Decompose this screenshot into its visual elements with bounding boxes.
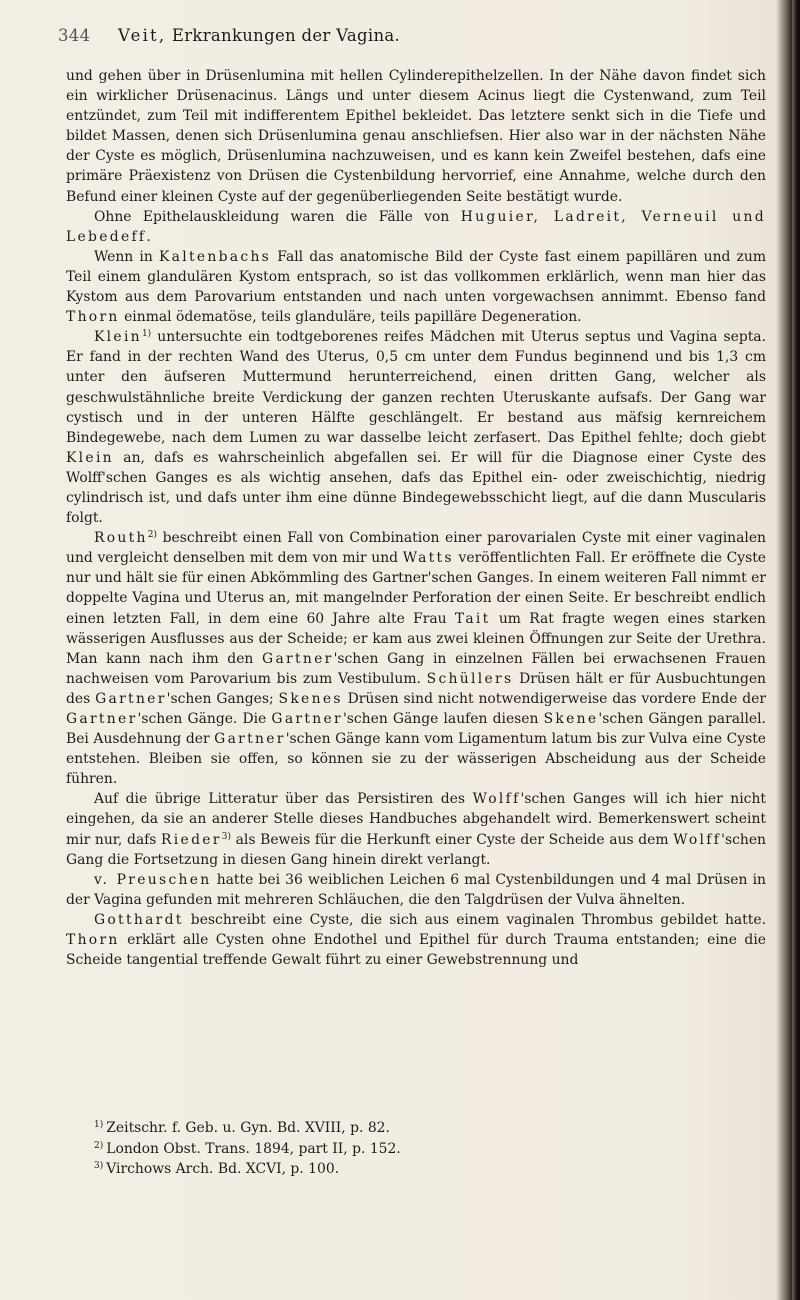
paragraph-4: Klein$^{1)}$ untersuchte ein todtgeborenes reifes Mädchen mit Uterus septus und Vagina septa. Er fand in der rechten Wand des Uterus, 0,5 cm unter dem Fundus beginnend und bis 1,3 cm unter den äufseren Muttermund herunterreichend, einen dritten Gang, welcher als geschwulstähnliche breite Verdickung der ganzen rechten Uteruskante aufsafs. Der Gang war cystisch und in der unteren Hälfte geschlängelt. Er bestand aus mäfsig kernreichem Bindegewebe, nach dem Lumen zu war dasselbe leicht zerfasert. Das Epithel fehlte; doch giebt Klein an, dafs es wahrscheinlich abgefallen sei. Er will für die Diagnose einer Cyste des Wolff'schen Ganges es als wichtig ansehen, dafs das Epithel ein- oder zweischichtig, niedrig cylindrisch ist, und dafs unter ihm eine dünne Bindegewebsschicht liegt, auf die dann Muscularis folgt. bbox=[66, 329, 766, 527]
author-name: Schüllers bbox=[426, 670, 514, 687]
author-name: Kaltenbachs bbox=[158, 248, 272, 265]
header-title: Erkrankungen der Vagina. bbox=[171, 26, 401, 45]
author-name: Gartner bbox=[271, 711, 343, 727]
paragraph-7: v. Preuschen hatte bei 36 weiblichen Leichen 6 mal Cystenbildungen und 4 mal Drüsen in der Vagina gefunden mit mehreren Schläuchen, die den Talgdrüsen der Vulva ähnelten. bbox=[66, 871, 766, 908]
footnotes bbox=[94, 1118, 754, 1180]
author-name: Routh bbox=[94, 530, 148, 547]
paragraph-3: Wenn in Kaltenbachs Fall das anatomische Bild der Cyste fast einem papillären und zum Teil einem glandulären Kystom entsprach, so ist das vollkommen erklärlich, wenn man hier das Kystom aus dem Parovarium entstanden und nach unten vorgewachsen annimmt. Ebenso fand Thorn einmal ödematöse, teils glanduläre, teils papilläre Degeneration. bbox=[66, 248, 766, 326]
author-name: Rieder bbox=[161, 831, 222, 848]
author-name: Gartner bbox=[262, 650, 334, 667]
page-number: 344 bbox=[58, 26, 91, 45]
author-name: Gartner bbox=[214, 731, 286, 748]
header-author: Veit, bbox=[118, 26, 167, 45]
footnote-ref: 1) bbox=[141, 329, 152, 340]
author-name: Klein bbox=[94, 329, 142, 346]
paragraph-2: Ohne Epithelauskleidung waren die Fälle von Huguier, Ladreit, Verneuil und Lebedeff. bbox=[66, 208, 766, 245]
author-name: Gartner bbox=[66, 711, 138, 727]
author-name: Thorn bbox=[66, 932, 120, 949]
footnote: $^{1)}$ Zeitschr. f. Geb. u. Gyn. Bd. XVIII, p. 82. bbox=[94, 1120, 390, 1136]
footnote: $^{3)}$ Virchows Arch. Bd. XCVI, p. 100. bbox=[94, 1161, 340, 1177]
author-name: Gotthardt bbox=[94, 911, 184, 928]
body-text bbox=[66, 66, 766, 970]
author-name: Gartner bbox=[95, 690, 167, 707]
footnote-ref: 3) bbox=[221, 831, 231, 842]
paragraph-6: Auf die übrige Litteratur über das Persistiren des Wolff'schen Ganges will ich hier nicht eingehen, da sie an anderer Stelle dieses Handbuches abgehandelt wird. Bemerkenswert scheint mir nur, dafs Rieder$^{3)}$ als Beweis für die Herkunft einer Cyste der Scheide aus dem Wolff'schen Gang die Fortsetzung in diesen Gang hinein direkt verlangt. bbox=[66, 791, 766, 868]
author-name: Tait bbox=[454, 610, 491, 627]
author-name: Watts bbox=[402, 550, 454, 567]
author-name: Wolff bbox=[673, 831, 722, 848]
paragraph-5: Routh$^{2)}$ beschreibt einen Fall von Combination einer parovarialen Cyste mit einer vaginalen und vergleicht denselben mit dem von mir und Watts veröffentlichten Fall. Er eröffnete die Cyste nur und hält sie für einen Abkömmling des Gartner'schen Ganges. In einem weiteren Fall nimmt er doppelte Vagina und Uterus an, mit mangelnder Perforation der einen Seite. Er beschreibt endlich einen letzten Fall, in dem eine 60 Jahre alte Frau Tait um Rat fragte wegen eines starken wässerigen Ausflusses aus der Scheide; er kam aus zwei kleinen Öffnungen zur Seite der Urethra. Man kann nach ihm den Gartner'schen Gang in einzelnen Fällen bei erwachsenen Frauen nachweisen vom Parovarium bis zum Vestibulum. Schüllers Drüsen hält er für Ausbuchtungen des Gartner'schen Ganges; Skenes Drüsen sind nicht notwendigerweise das vordere Ende der Gartner'schen Gänge. Die Gartner'schen Gänge laufen diesen Skene'schen Gängen parallel. Bei Ausdehnung der Gartner'schen Gänge kann vom Ligamentum latum bis zur Vulva eine Cyste entstehen. Bleiben sie offen, so können sie zu der wässerigen Abscheidung aus der Scheide führen. bbox=[66, 530, 767, 788]
page-edge-shadow bbox=[792, 0, 800, 1300]
running-header bbox=[58, 26, 758, 52]
paragraph-1: und gehen über in Drüsenlumina mit hellen Cylinderepithelzellen. In der Nähe davon findet sich ein wirklicher Drüsenacinus. Längs und unter diesem Acinus liegt die Cystenwand, zum Teil entzündet, zum Teil mit indifferentem Epithel bekleidet. Das letztere senkt sich in die Tiefe und bildet Massen, denen sich Drüsenlumina genau anschliefsen. Hier also war in der nächsten Nähe der Cyste es möglich, Drüsenlumina nachzuweisen, und es kann kein Zweifel bestehen, dafs eine primäre Präexistenz von Drüsen die Cystenbildung hervorrief, eine Annahme, welche durch den Befund einer kleinen Cyste auf der gegenüberliegenden Seite bestätigt wurde. bbox=[66, 68, 766, 205]
footnote-ref: 2) bbox=[147, 530, 158, 541]
author-name: Wolff bbox=[472, 791, 521, 808]
paragraph-8: Gotthardt beschreibt eine Cyste, die sich aus einem vaginalen Thrombus gebildet hatte. Thorn erklärt alle Cysten ohne Endothel und Epithel für durch Trauma entstanden; eine die Scheide tangential treffende Gewalt führt zu einer Gewebstrennung und bbox=[66, 911, 766, 969]
author-name: v. Preuschen bbox=[94, 871, 212, 888]
running-title bbox=[118, 26, 400, 45]
author-name: Klein bbox=[66, 449, 114, 466]
author-name: Skene bbox=[543, 711, 599, 727]
footnote: $^{2)}$ London Obst. Trans. 1894, part II, p. 152. bbox=[94, 1140, 401, 1157]
author-name: Skenes bbox=[278, 690, 343, 707]
author-name: Thorn bbox=[66, 309, 120, 326]
author-names: Huguier, Ladreit, Verneuil und Lebedeff bbox=[66, 208, 766, 245]
